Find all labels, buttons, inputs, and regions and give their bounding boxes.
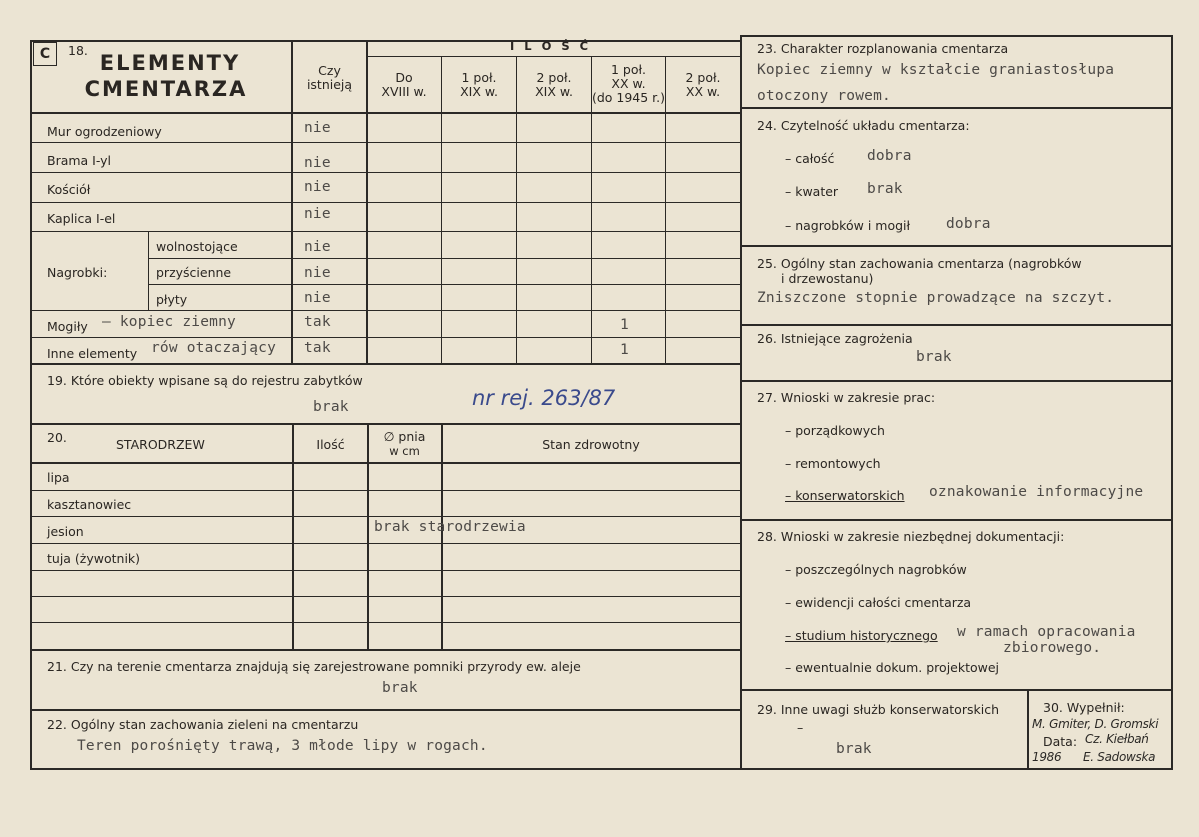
vline-s20-health <box>441 424 443 650</box>
row-label-kosciol: Kościół <box>47 182 91 197</box>
frame-top-right <box>741 35 1172 37</box>
s30-names2: E. Sadowska <box>1083 750 1156 764</box>
s25-value: Zniszczone stopnie prowadzące na szczyt. <box>757 290 1115 306</box>
s27-remontowych: – remontowych <box>785 456 881 471</box>
tree-row-line <box>30 596 741 597</box>
s24-nagrobkow-label: – nagrobków i mogił <box>785 218 911 233</box>
s24-calosc-value: dobra <box>867 148 912 164</box>
s21-label: 21. Czy na terenie cmentarza znajdują się zarejestrowane pomniki przyrody ew. aleje <box>47 659 581 674</box>
row-line <box>30 231 741 232</box>
tree-kasztanowiec: kasztanowiec <box>47 497 132 512</box>
row-line <box>30 172 741 173</box>
nagrobki-przysc-label: przyścienne <box>156 265 232 280</box>
row-line <box>30 202 741 203</box>
frame-right <box>1171 35 1173 769</box>
row-label-mur: Mur ogrodzeniowy <box>47 124 162 139</box>
vline-col2 <box>441 57 442 364</box>
row-label-kaplica: Kaplica I-el <box>47 211 116 226</box>
col-2pol-xix-l1: 2 poł. <box>536 70 572 85</box>
col-exists-l2: istnieją <box>306 77 353 92</box>
s18-number: 18. <box>68 43 88 58</box>
s28-bottom <box>741 689 1172 691</box>
s25-bottom <box>741 324 1172 326</box>
inne-desc: rów otaczający <box>151 340 277 356</box>
inne-count: 1 <box>620 342 629 358</box>
s25-label-line1: 25. Ogólny stan zachowania cmentarza (nagrobków <box>757 256 1082 271</box>
mogily-desc: – kopiec ziemny <box>102 314 236 330</box>
row-exists-kosciol: nie <box>304 179 331 195</box>
s30-label: 30. Wypełnił: <box>1043 700 1125 715</box>
s20-col-diameter-l1: ∅ pnia <box>383 429 426 444</box>
s27-porzadkowych: – porządkowych <box>785 423 885 438</box>
s28-label: 28. Wnioski w zakresie niezbędnej dokumentacji: <box>757 529 1065 544</box>
s26-value: brak <box>916 349 952 365</box>
frame-mid <box>740 35 742 770</box>
col-2pol-xx <box>666 71 740 99</box>
ilosc-underline <box>366 56 741 57</box>
s30-filled-by: M. Gmiter, D. Gromski <box>1032 717 1159 731</box>
s24-calosc-label: – całość <box>785 151 835 166</box>
s28-value-line1: w ramach opracowania <box>957 624 1136 640</box>
vline-nagrobki <box>148 232 149 310</box>
s28-nagrobkow: – poszczególnych nagrobków <box>785 562 967 577</box>
s29-dash: – <box>797 720 804 735</box>
row-line <box>30 337 741 338</box>
s20-col-diameter-l2: w cm <box>389 444 420 458</box>
inne-exists: tak <box>304 340 331 356</box>
col-1pol-xix-l2: XIX w. <box>460 84 498 99</box>
row-line <box>148 284 741 285</box>
s19-label: 19. Które obiekty wpisane są do rejestru zabytków <box>47 373 363 388</box>
nagrobki-wolno-exists: nie <box>304 239 331 255</box>
s20-title: STARODRZEW <box>116 437 205 452</box>
s28-value-line2: zbiorowego. <box>1003 640 1102 656</box>
tree-row-line <box>30 543 741 544</box>
nagrobki-label: Nagrobki: <box>47 265 108 280</box>
col-exists-header <box>293 64 366 92</box>
s23-value-line1: Kopiec ziemny w kształcie graniastosłupa <box>757 62 1115 78</box>
s18-title-line1: ELEMENTY <box>99 51 241 75</box>
s29-value: brak <box>836 741 872 757</box>
s20-note: brak starodrzewia <box>374 519 526 535</box>
s19-registry-note: nr rej. 263/87 <box>472 386 616 410</box>
vline-s20-count <box>292 424 294 650</box>
s24-nagrobkow-value: dobra <box>946 216 991 232</box>
nagrobki-wolno-label: wolnostojące <box>156 239 238 254</box>
s26-bottom <box>741 380 1172 382</box>
inne-label: Inne elementy <box>47 346 138 361</box>
nagrobki-plyty-exists: nie <box>304 290 331 306</box>
col-do-xviii-l1: Do <box>395 70 413 85</box>
col-exists-l1: Czy <box>318 63 341 78</box>
col-1pol-xx-l1: 1 poł. <box>610 62 647 77</box>
col-2pol-xx-l2: XX w. <box>685 84 721 99</box>
s19-bottom <box>30 423 741 425</box>
s28-studium: – studium historycznego <box>785 628 938 643</box>
nagrobki-plyty-label: płyty <box>156 292 188 307</box>
tree-lipa: lipa <box>47 470 70 485</box>
col-1pol-xix-l1: 1 poł. <box>461 70 497 85</box>
tree-row-line <box>30 622 741 623</box>
s23-label: 23. Charakter rozplanowania cmentarza <box>757 41 1009 56</box>
tree-row-line <box>30 516 741 517</box>
tree-tuja: tuja (żywotnik) <box>47 551 141 566</box>
col-1pol-xx-l2: XX w. <box>611 76 646 91</box>
row-exists-mur: nie <box>304 120 331 136</box>
s24-kwater-label: – kwater <box>785 184 839 199</box>
s30-names: Cz. Kiełbań <box>1085 732 1149 746</box>
s25-label-line2: i drzewostanu) <box>781 271 874 286</box>
s20-bottom <box>30 649 741 651</box>
col-1pol-xx-l3: (do 1945 r.) <box>591 90 666 105</box>
tree-row-line <box>30 490 741 491</box>
s28-ewidencji: – ewidencji całości cmentarza <box>785 595 972 610</box>
s30-year: 1986 <box>1032 750 1062 764</box>
s21-bottom <box>30 709 741 711</box>
col-2pol-xix-l2: XIX w. <box>535 84 573 99</box>
mogily-count: 1 <box>620 317 629 333</box>
s21-value: brak <box>382 680 418 696</box>
vline-s29-s30 <box>1027 690 1029 769</box>
col-do-xviii-l2: XVIII w. <box>381 84 427 99</box>
section-letter-box: C <box>33 42 57 66</box>
s27-konserwatorskich: – konserwatorskich <box>785 488 905 503</box>
s20-col-health: Stan zdrowotny <box>542 437 640 452</box>
row-exists-brama: nie <box>304 155 331 171</box>
s27-label: 27. Wnioski w zakresie prac: <box>757 390 936 405</box>
row-line <box>30 310 741 311</box>
row-line <box>30 142 741 143</box>
s20-header-bottom <box>30 462 741 464</box>
s24-kwater-value: brak <box>867 181 903 197</box>
s30-date-label: Data: <box>1043 734 1078 749</box>
s23-value-line2: otoczony rowem. <box>757 88 891 104</box>
vline-col3 <box>516 57 517 364</box>
col-2pol-xx-l1: 2 poł. <box>685 70 721 85</box>
col-2pol-xix <box>517 71 591 99</box>
frame-bottom <box>30 768 1173 770</box>
s20-col-diameter <box>368 430 441 458</box>
tree-jesion: jesion <box>47 524 84 539</box>
mogily-exists: tak <box>304 314 331 330</box>
frame-top <box>30 40 741 42</box>
row-exists-kaplica: nie <box>304 206 331 222</box>
s23-bottom <box>741 107 1172 109</box>
s28-projektowej: – ewentualnie dokum. projektowej <box>785 660 1000 675</box>
s18-header-bottom <box>30 112 741 114</box>
s27-value: oznakowanie informacyjne <box>929 484 1144 500</box>
s24-label: 24. Czytelność układu cmentarza: <box>757 118 970 133</box>
col-do-xviii <box>367 71 441 99</box>
row-label-brama: Brama I-yl <box>47 153 112 168</box>
row-line <box>148 258 741 259</box>
ilosc-header: I L O Ś Ć <box>510 39 592 53</box>
s18-title-line2: CMENTARZA <box>84 77 248 101</box>
tree-row-line <box>30 570 741 571</box>
s27-bottom <box>741 519 1172 521</box>
frame-left <box>30 40 32 770</box>
s20-number: 20. <box>47 430 67 445</box>
s19-value: brak <box>313 399 349 415</box>
col-1pol-xx <box>590 63 667 105</box>
s29-label: 29. Inne uwagi służb konserwatorskich <box>757 702 999 717</box>
s22-label: 22. Ogólny stan zachowania zieleni na cmentarzu <box>47 717 359 732</box>
mogily-label: Mogiły <box>47 319 88 334</box>
s22-value: Teren porośnięty trawą, 3 młode lipy w rogach. <box>77 738 488 754</box>
col-1pol-xix <box>442 71 516 99</box>
nagrobki-przysc-exists: nie <box>304 265 331 281</box>
s24-bottom <box>741 245 1172 247</box>
s18-bottom <box>30 363 741 365</box>
s20-col-count: Ilość <box>316 437 345 452</box>
s26-label: 26. Istniejące zagrożenia <box>757 331 913 346</box>
